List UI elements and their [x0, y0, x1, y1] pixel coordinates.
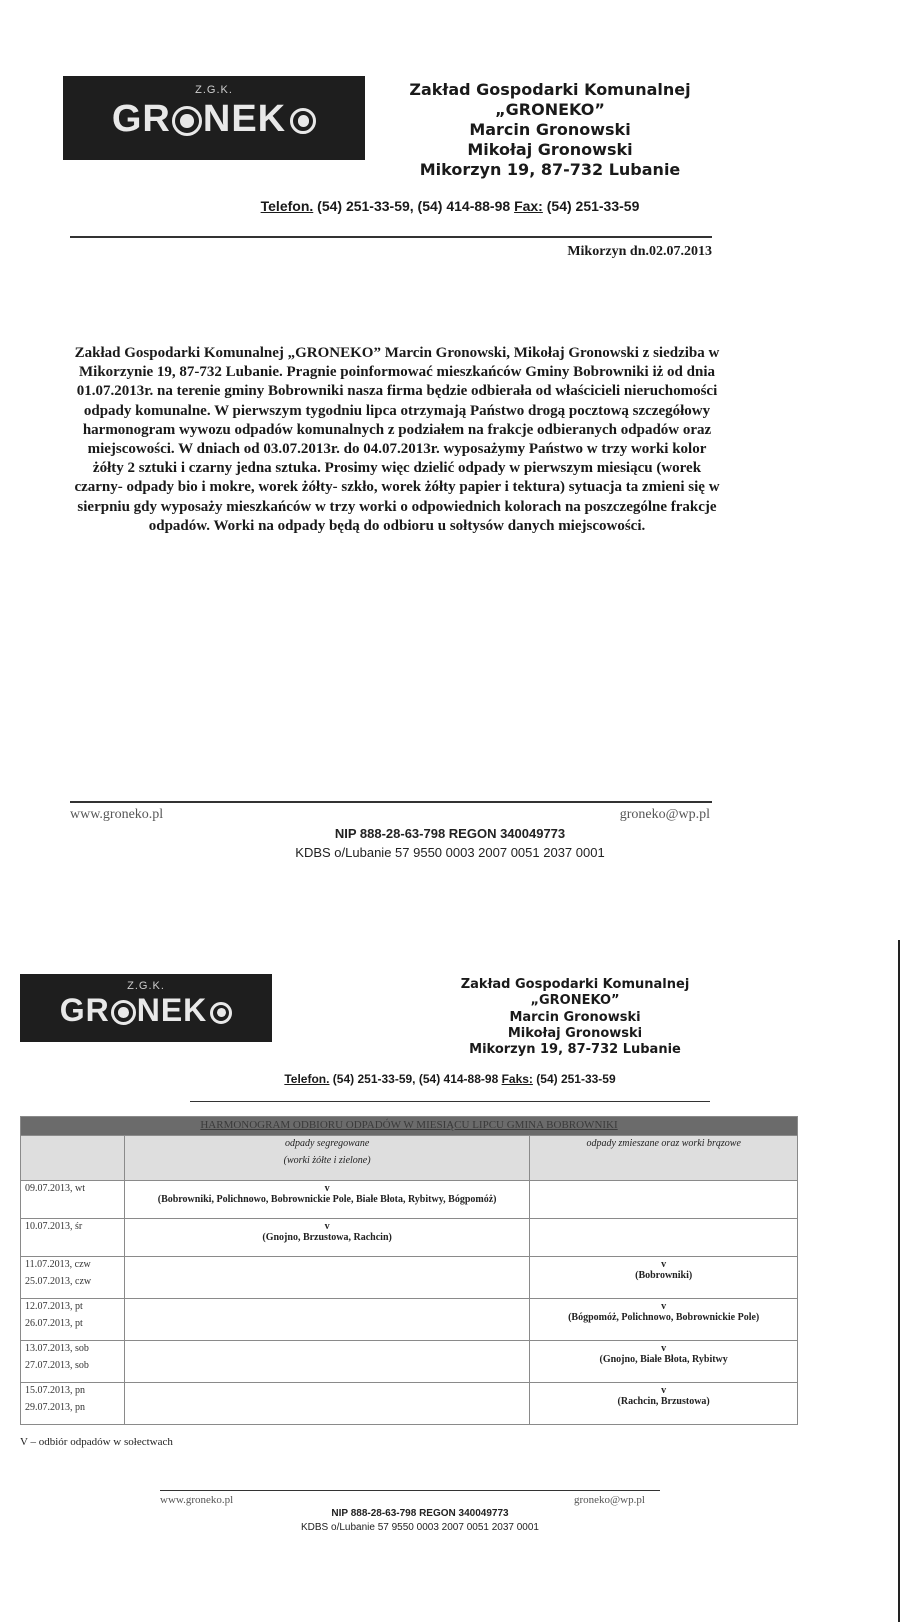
table-header-row — [21, 1136, 798, 1181]
villages-label: (Bógpomóż, Polichnowo, Bobrownickie Pole) — [568, 1312, 760, 1323]
date-label: 12.07.2013, pt — [25, 1301, 83, 1312]
phone-label: Telefon. — [260, 198, 314, 214]
phone-label: Telefon. — [284, 1072, 330, 1086]
company-line: Mikorzyn 19, 87-732 Lubanie — [419, 160, 681, 179]
tax-ids: NIP 888-28-63-798 REGON 340049773 — [331, 1508, 509, 1519]
globe-icon — [111, 1000, 136, 1025]
date-cell — [21, 1219, 125, 1257]
letter-date: Mikorzyn dn.02.07.2013 — [567, 244, 712, 259]
table-row — [21, 1383, 798, 1425]
fax-label: Fax: — [514, 198, 543, 214]
phone-numbers: (54) 251-33-59, (54) 414-88-98 — [329, 1072, 502, 1086]
pickup-mark: v — [324, 1183, 330, 1194]
header-segregated-line1: odpady segregowane — [284, 1138, 370, 1149]
pickup-mark: v — [661, 1301, 667, 1312]
date-label: 29.07.2013, pn — [25, 1402, 85, 1413]
logo-text-right: NEK — [136, 992, 208, 1028]
collection-schedule-table — [20, 1116, 798, 1425]
company-line: „GRONEKO” — [495, 100, 605, 119]
website-link[interactable]: www.groneko.pl — [70, 807, 164, 822]
date-cell — [21, 1181, 125, 1219]
mixed-cell — [530, 1299, 798, 1341]
pickup-mark: v — [661, 1259, 667, 1270]
phone-line — [0, 1072, 900, 1086]
company-logo — [20, 974, 272, 1042]
villages-label: (Gnojno, Brzustowa, Rachcin) — [262, 1232, 392, 1243]
pickup-mark: v — [661, 1385, 667, 1396]
table-row — [21, 1219, 798, 1257]
mixed-cell — [530, 1181, 798, 1219]
mixed-cell — [530, 1383, 798, 1425]
company-line: Marcin Gronowski — [469, 120, 631, 139]
mixed-cell — [530, 1219, 798, 1257]
email-link[interactable]: groneko@wp.pl — [574, 1494, 645, 1506]
segregated-cell — [124, 1181, 529, 1219]
date-cell — [21, 1257, 125, 1299]
villages-label: (Gnojno, Białe Błota, Rybitwy — [599, 1354, 728, 1365]
table-row — [21, 1181, 798, 1219]
tax-ids: NIP 888-28-63-798 REGON 340049773 — [334, 826, 566, 841]
segregated-cell — [124, 1299, 529, 1341]
company-address — [390, 80, 710, 180]
header-segregated — [124, 1136, 529, 1181]
logo-text-left: GR — [59, 992, 110, 1028]
logo-text-right: NEK — [202, 98, 287, 140]
phone-numbers: (54) 251-33-59, (54) 414-88-98 — [313, 198, 515, 214]
schedule-page — [0, 920, 900, 1622]
date-cell — [21, 1299, 125, 1341]
footer-divider — [70, 801, 712, 803]
header-mixed: odpady zmieszane oraz worki brązowe — [530, 1136, 798, 1181]
company-line: Zakład Gospodarki Komunalnej — [460, 977, 690, 992]
date-label: 25.07.2013, czw — [25, 1276, 92, 1287]
phone-line — [0, 198, 900, 214]
globe-icon — [290, 108, 316, 134]
date-cell — [21, 1341, 125, 1383]
segregated-cell — [124, 1257, 529, 1299]
date-label: 13.07.2013, sob — [25, 1343, 89, 1354]
fax-number: (54) 251-33-59 — [542, 198, 640, 214]
bank-account: KDBS o/Lubanie 57 9550 0003 2007 0051 2037 0001 — [295, 845, 605, 860]
header-segregated-line2: (worki żółte i zielone) — [283, 1155, 371, 1166]
date-cell — [21, 1383, 125, 1425]
date-label: 09.07.2013, wt — [25, 1183, 85, 1194]
header-divider — [70, 236, 712, 238]
table-title: HARMONOGRAM ODBIORU ODPADÓW W MIESIĄCU LIPCU GMINA BOBROWNIKI — [21, 1117, 798, 1136]
globe-icon — [172, 106, 202, 136]
villages-label: (Bobrowniki) — [635, 1270, 693, 1281]
segregated-cell — [124, 1383, 529, 1425]
website-link[interactable]: www.groneko.pl — [160, 1494, 234, 1506]
company-line: Zakład Gospodarki Komunalnej — [409, 80, 691, 99]
fax-label: Faks: — [501, 1072, 533, 1086]
header-divider — [190, 1101, 710, 1102]
segregated-cell — [124, 1341, 529, 1383]
mixed-cell — [530, 1257, 798, 1299]
company-logo — [63, 76, 365, 160]
date-label: 15.07.2013, pn — [25, 1385, 85, 1396]
date-label: 27.07.2013, sob — [25, 1360, 89, 1371]
pickup-mark: v — [324, 1221, 330, 1232]
bank-account: KDBS o/Lubanie 57 9550 0003 2007 0051 2037 0001 — [301, 1522, 539, 1533]
pickup-mark: v — [661, 1343, 667, 1354]
table-legend: V – odbiór odpadów w sołectwach — [20, 1436, 173, 1448]
header-empty-cell — [21, 1136, 125, 1181]
villages-label: (Rachcin, Brzustowa) — [617, 1396, 710, 1407]
company-address — [440, 977, 710, 1058]
mixed-cell — [530, 1341, 798, 1383]
company-line: Mikołaj Gronowski — [507, 1025, 643, 1041]
segregated-cell — [124, 1219, 529, 1257]
date-label: 11.07.2013, czw — [25, 1259, 91, 1270]
table-row — [21, 1299, 798, 1341]
logo-abbreviation: Z.G.K. — [127, 980, 165, 992]
company-line: Mikorzyn 19, 87-732 Lubanie — [469, 1042, 681, 1057]
logo-text-left: GR — [111, 98, 171, 140]
company-line: Marcin Gronowski — [509, 1009, 641, 1025]
company-line: „GRONEKO” — [530, 993, 620, 1009]
date-label: 26.07.2013, pt — [25, 1318, 83, 1329]
email-link[interactable]: groneko@wp.pl — [619, 807, 710, 822]
logo-abbreviation: Z.G.K. — [195, 84, 233, 96]
globe-icon — [210, 1002, 232, 1024]
letter-body: Zakład Gospodarki Komunalnej „GRONEKO” Marcin Gronowski, Mikołaj Gronowski z siedziba w Mikorzynie 19, 87-732 Lubanie. Pragnie poinformować mieszkańców Gminy Bobrowniki iż od dnia 01.07.2013r. na terenie gminy Bobrowniki nasza firma będzie odbierała od właścicieli nieruchomości odpady komunalne. W pierwszym tygodniu lipca otrzymają Państwo drogą pocztową szczegółowy harmonogram wywozu odpadów komunalnych z podziałem na frakcje odbieranych odpadów oraz miejscowości. W dniach od 03.07.2013r. do 04.07.2013r. wyposażymy Państwo w trzy worki kolor żółty 2 sztuki i czarny jedna sztuka. Prosimy więc dzielić odpady w pierwszym miesiącu (worek czarny- odpady bio i mokre, worek żółty- szkło, worek żółty papier i tektura) sytuacja ta zmieni się w sierpniu gdy wyposaży mieszkańców w trzy worki o odpowiednich kolorach na poszczególne frakcje odpadów. Worki na odpady będą do odbioru u sołtysów danych miejscowości. — [74, 345, 720, 534]
company-line: Mikołaj Gronowski — [467, 140, 633, 159]
villages-label: (Bobrowniki, Polichnowo, Bobrownickie Pole, Białe Błota, Rybitwy, Bógpomóż) — [157, 1194, 497, 1205]
fax-number: (54) 251-33-59 — [532, 1072, 616, 1086]
footer-divider — [160, 1490, 660, 1491]
date-label: 10.07.2013, śr — [25, 1221, 83, 1232]
table-row — [21, 1341, 798, 1383]
table-row — [21, 1257, 798, 1299]
